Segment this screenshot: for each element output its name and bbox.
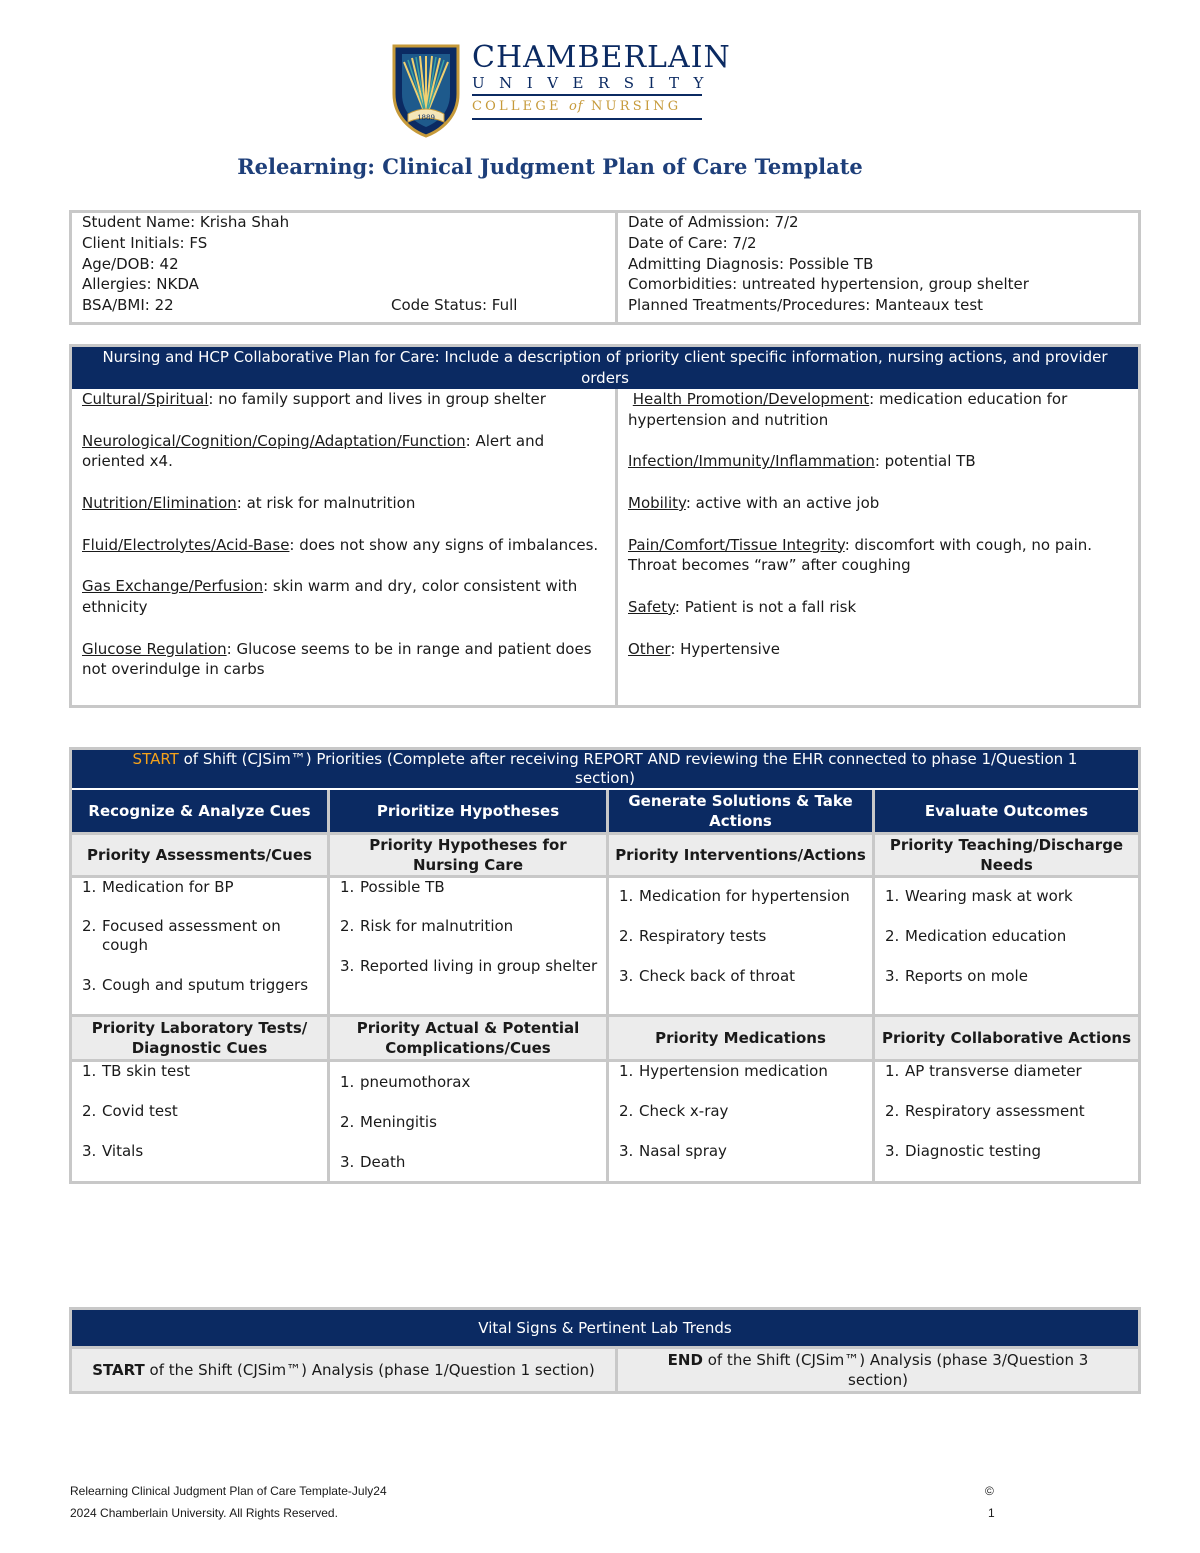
collab-left-column (72, 389, 615, 680)
sub-header-lab-tests: Priority Laboratory Tests/ Diagnostic Cues (72, 1017, 327, 1059)
vitals-start-analysis: START of the Shift (CJSim™) Analysis (phase 1/Question 1 section) (72, 1349, 615, 1391)
safety: Safety: Patient is not a fall risk (628, 597, 857, 616)
cultural-spiritual: Cultural/Spiritual: no family support and lives in group shelter (82, 390, 546, 408)
list-item: 3. Cough and sputum triggers (82, 976, 309, 994)
sub-header-collaborative: Priority Collaborative Actions (875, 1017, 1138, 1059)
university-seal-icon (390, 42, 462, 138)
vitals-end-analysis: END of the Shift (CJSim™) Analysis (phase 3/Question 3 section) (618, 1349, 1138, 1391)
list-item: 1. Possible TB (340, 878, 445, 896)
footer-template-name: Relearning Clinical Judgment Plan of Care Template-July24 (70, 1484, 387, 1498)
list-item: 1. Wearing mask at work (885, 887, 1073, 905)
list-teaching (875, 887, 1138, 986)
gas-exchange: Gas Exchange/Perfusion: skin warm and dry, color consistent with ethnicity (82, 577, 578, 616)
list-item: 1. TB skin test (82, 1062, 190, 1080)
mobility: Mobility: active with an active job (628, 493, 880, 512)
age-dob: Age/DOB: 42 (82, 254, 179, 273)
logo-wordmark-chamberlain: CHAMBERLAIN (472, 40, 731, 75)
list-item: 2. Respiratory assessment (885, 1102, 1085, 1120)
sub-header-teaching: Priority Teaching/Discharge Needs (875, 835, 1138, 875)
health-promotion: Health Promotion/Development: medication education for hypertension and nutrition (628, 390, 1068, 429)
patient-info-left (72, 212, 615, 316)
list-item: 2. Respiratory tests (619, 927, 767, 945)
col-header-generate: Generate Solutions & Take Actions (609, 790, 872, 832)
list-assessments (72, 878, 327, 995)
list-item: 2. Risk for malnutrition (340, 917, 514, 935)
planned-treatments: Planned Treatments/Procedures: Manteaux test (628, 296, 984, 315)
list-item: 3. Check back of throat (619, 967, 796, 985)
list-item: 3. Death (340, 1153, 406, 1171)
list-item: 2. Covid test (82, 1102, 178, 1120)
page-footer (70, 1480, 1000, 1524)
copyright-symbol: © (985, 1484, 994, 1498)
list-interventions (609, 887, 872, 986)
col-divider (872, 790, 875, 1184)
bsa-bmi: BSA/BMI: 22 (82, 296, 174, 315)
sub-header-hypotheses: Priority Hypotheses for Nursing Care (330, 835, 606, 875)
comorbidities: Comorbidities: untreated hypertension, group shelter (628, 275, 1029, 294)
col-divider (327, 790, 330, 1184)
list-item: 2. Medication education (885, 927, 1067, 945)
code-status: Code Status: Full (391, 296, 518, 315)
col-header-prioritize: Prioritize Hypotheses (330, 790, 606, 832)
list-hypotheses (330, 878, 606, 976)
other: Other: Hypertensive (628, 639, 780, 658)
col-header-evaluate: Evaluate Outcomes (875, 790, 1138, 832)
allergies: Allergies: NKDA (82, 275, 199, 294)
list-item: 2. Meningitis (340, 1113, 437, 1131)
logo-wordmark-college: COLLEGE of NURSING (472, 99, 682, 114)
date-of-admission: Date of Admission: 7/2 (628, 213, 799, 231)
fluid-electrolytes: Fluid/Electrolytes/Acid-Base: does not show any signs of imbalances. (82, 535, 599, 554)
list-item: 1. Medication for BP (82, 878, 234, 896)
document-title: Relearning: Clinical Judgment Plan of Care Template (237, 154, 863, 179)
vitals-header: Vital Signs & Pertinent Lab Trends (72, 1310, 1138, 1346)
list-item: 3. Nasal spray (619, 1142, 727, 1160)
date-of-care: Date of Care: 7/2 (628, 233, 757, 252)
list-medications (609, 1062, 872, 1161)
shift-priorities-header: START of Shift (CJSim™) Priorities (Complete after receiving REPORT AND reviewing the EHR connected to phase 1/Question 1 section) (72, 750, 1138, 788)
col-header-recognize: Recognize & Analyze Cues (72, 790, 327, 832)
collab-right-column (618, 389, 1138, 659)
list-item: 3. Vitals (82, 1142, 144, 1160)
sub-header-complications: Priority Actual & Potential Complications/Cues (330, 1017, 606, 1059)
list-lab-tests (72, 1062, 327, 1161)
logo-rule-bottom (472, 118, 702, 120)
list-item: 3. Reported living in group shelter (340, 957, 598, 975)
logo-rule (472, 94, 702, 96)
list-item: 1. pneumothorax (340, 1073, 471, 1091)
admitting-diagnosis: Admitting Diagnosis: Possible TB (628, 254, 874, 273)
footer-copyright-line: 2024 Chamberlain University. All Rights Reserved. (70, 1506, 338, 1520)
infection-immunity: Infection/Immunity/Inflammation: potential TB (628, 452, 976, 471)
list-item: 2. Focused assessment on cough (82, 917, 281, 954)
list-item: 1. Hypertension medication (619, 1062, 828, 1080)
list-item: 1. Medication for hypertension (619, 887, 850, 905)
patient-info-right (618, 212, 1138, 316)
list-item: 3. Reports on mole (885, 967, 1028, 985)
neurological: Neurological/Cognition/Coping/Adaptation/Function: Alert and oriented x4. (82, 431, 545, 471)
list-complications (330, 1073, 606, 1172)
list-item: 1. AP transverse diameter (885, 1062, 1082, 1080)
student-name: Student Name: Krisha Shah (82, 213, 290, 231)
collab-plan-header: Nursing and HCP Collaborative Plan for Care: Include a description of priority client specific information, nursing actions, and provider orders (72, 347, 1138, 389)
col-divider (606, 790, 609, 1184)
list-collaborative (875, 1062, 1138, 1161)
nutrition-elimination: Nutrition/Elimination: at risk for malnutrition (82, 493, 416, 512)
list-item: 2. Check x-ray (619, 1102, 729, 1120)
page-number: 1 (988, 1506, 995, 1520)
svg-text:1889: 1889 (417, 114, 435, 122)
chamberlain-logo (390, 40, 731, 138)
pain-comfort: Pain/Comfort/Tissue Integrity: discomfort with cough, no pain. Throat becomes “raw” after coughing (628, 535, 1093, 575)
sub-header-assessments: Priority Assessments/Cues (72, 835, 327, 875)
sub-header-interventions: Priority Interventions/Actions (609, 835, 872, 875)
list-item: 3. Diagnostic testing (885, 1142, 1041, 1160)
sub-header-medications: Priority Medications (609, 1017, 872, 1059)
glucose-regulation: Glucose Regulation: Glucose seems to be in range and patient does not overindulge in carbs (82, 639, 592, 679)
client-initials: Client Initials: FS (82, 233, 208, 252)
logo-wordmark-university: UNIVERSITY (472, 74, 718, 92)
